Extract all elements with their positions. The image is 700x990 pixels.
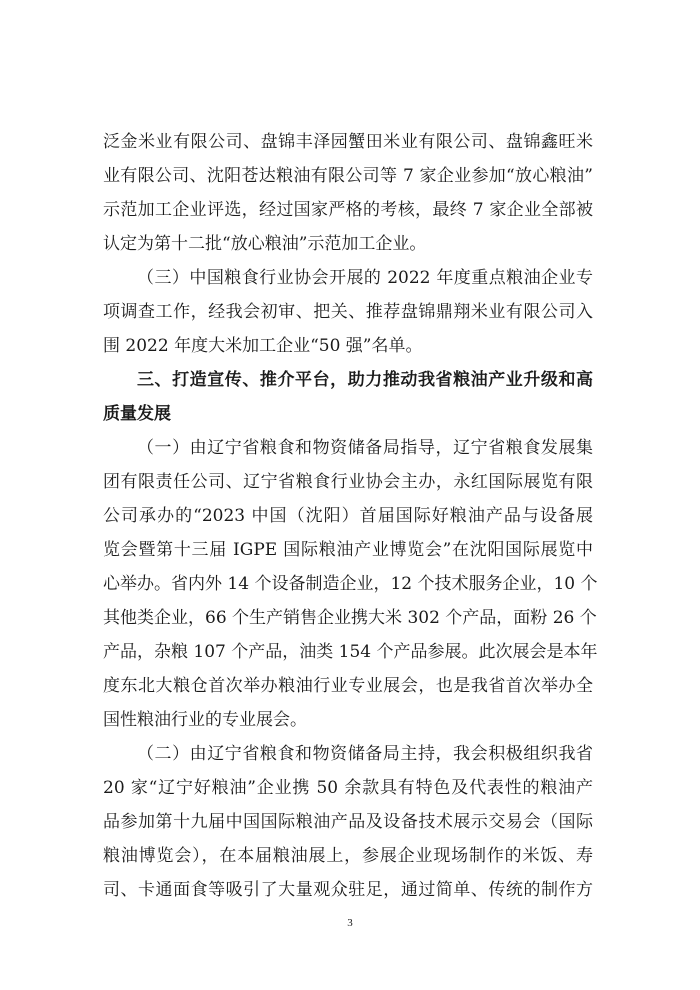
body-text-line: 公司承办的“2023 中国（沈阳）首届国际好粮油产品与设备展 — [103, 506, 593, 526]
body-text-line: 团有限责任公司、辽宁省粮食行业协会主办，永红国际展览有限 — [103, 472, 593, 492]
page-number: 3 — [347, 917, 353, 929]
body-text-line: 国性粮油行业的专业展会。 — [103, 710, 307, 730]
body-text-line: 粮油博览会），在本届粮油展上，参展企业现场制作的米饭、寿 — [103, 846, 593, 866]
body-text-line: （一）由辽宁省粮食和物资储备局指导，辽宁省粮食发展集 — [137, 438, 593, 458]
section-heading: 三、打造宣传、推介平台，助力推动我省粮油产业升级和高 — [137, 370, 593, 390]
body-text-line: 司、卡通面食等吸引了大量观众驻足，通过简单、传统的制作方 — [103, 880, 593, 900]
body-text-line: 围 2022 年度大米加工企业“50 强”名单。 — [103, 336, 423, 356]
body-text-line: 其他类企业，66 个生产销售企业携大米 302 个产品，面粉 26 个 — [103, 608, 597, 628]
body-text-line: （三）中国粮食行业协会开展的 2022 年度重点粮油企业专 — [137, 268, 593, 288]
body-text-line: 泛金米业有限公司、盘锦丰泽园蟹田米业有限公司、盘锦鑫旺米 — [103, 132, 593, 152]
body-text-line: 认定为第十二批“放心粮油”示范加工企业。 — [103, 234, 427, 254]
body-text-line: 品参加第十九届中国国际粮油产品及设备技术展示交易会（国际 — [103, 812, 593, 832]
body-text-line: 览会暨第十三届 IGPE 国际粮油产业博览会”在沈阳国际展览中 — [103, 540, 593, 560]
body-text-line: （二）由辽宁省粮食和物资储备局主持，我会积极组织我省 — [137, 744, 593, 764]
section-heading: 质量发展 — [103, 404, 171, 424]
body-text-line: 度东北大粮仓首次举办粮油行业专业展会，也是我省首次举办全 — [103, 676, 593, 696]
body-text-line: 业有限公司、沈阳苍达粮油有限公司等 7 家企业参加“放心粮油” — [103, 166, 593, 186]
body-text-line: 产品，杂粮 107 个产品，油类 154 个产品参展。此次展会是本年 — [103, 642, 598, 662]
body-text-line: 示范加工企业评选，经过国家严格的考核，最终 7 家企业全部被 — [103, 200, 593, 220]
body-text-line: 心举办。省内外 14 个设备制造企业，12 个技术服务企业，10 个 — [103, 574, 598, 594]
body-text-line: 20 家“辽宁好粮油”企业携 50 余款具有特色及代表性的粮油产 — [103, 778, 593, 798]
body-text-line: 项调查工作，经我会初审、把关、推荐盘锦鼎翔米业有限公司入 — [103, 302, 593, 322]
